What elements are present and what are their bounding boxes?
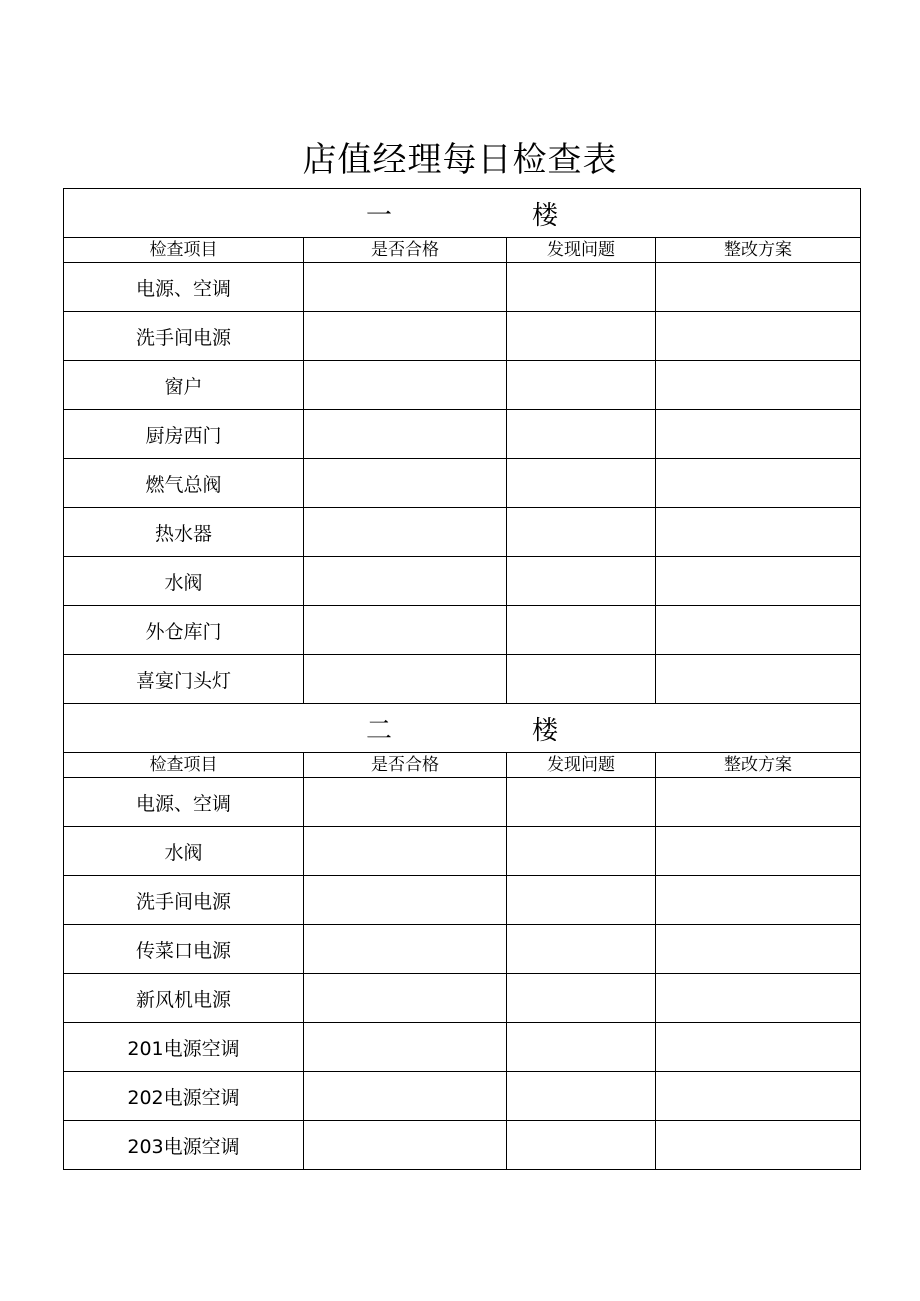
column-header-remedy: 整改方案 — [656, 753, 861, 778]
pass-cell[interactable] — [304, 974, 507, 1023]
table-row — [64, 655, 861, 704]
floor-char-2: 楼 — [532, 200, 559, 231]
check-item-label: 喜宴门头灯 — [64, 655, 304, 704]
issues-cell[interactable] — [507, 508, 656, 557]
table-row — [64, 410, 861, 459]
issues-cell[interactable] — [507, 606, 656, 655]
column-header-issues: 发现问题 — [507, 238, 656, 263]
column-header-item: 检查项目 — [64, 753, 304, 778]
table-row — [64, 1072, 861, 1121]
check-item-label: 外仓库门 — [64, 606, 304, 655]
check-item-label: 203电源空调 — [64, 1121, 304, 1170]
check-item-label: 水阀 — [64, 557, 304, 606]
remedy-cell[interactable] — [656, 1023, 861, 1072]
issues-cell[interactable] — [507, 1023, 656, 1072]
column-header-item: 检查项目 — [64, 238, 304, 263]
remedy-cell[interactable] — [656, 410, 861, 459]
table-row — [64, 1121, 861, 1170]
table-row — [64, 508, 861, 557]
table-row — [64, 263, 861, 312]
remedy-cell[interactable] — [656, 263, 861, 312]
table-row — [64, 361, 861, 410]
remedy-cell[interactable] — [656, 606, 861, 655]
table-row — [64, 459, 861, 508]
issues-cell[interactable] — [507, 312, 656, 361]
pass-cell[interactable] — [304, 1023, 507, 1072]
check-item-label: 洗手间电源 — [64, 312, 304, 361]
check-item-label: 电源、空调 — [64, 778, 304, 827]
issues-cell[interactable] — [507, 1121, 656, 1170]
table-row — [64, 606, 861, 655]
table-row — [64, 876, 861, 925]
pass-cell[interactable] — [304, 1072, 507, 1121]
remedy-cell[interactable] — [656, 312, 861, 361]
pass-cell[interactable] — [304, 263, 507, 312]
column-header-issues: 发现问题 — [507, 753, 656, 778]
remedy-cell[interactable] — [656, 508, 861, 557]
floor-char-1: 一 — [366, 200, 393, 231]
column-header-pass: 是否合格 — [304, 753, 507, 778]
pass-cell[interactable] — [304, 557, 507, 606]
check-item-label: 201电源空调 — [64, 1023, 304, 1072]
issues-cell[interactable] — [507, 778, 656, 827]
issues-cell[interactable] — [507, 459, 656, 508]
remedy-cell[interactable] — [656, 459, 861, 508]
check-item-label: 燃气总阀 — [64, 459, 304, 508]
column-header-remedy: 整改方案 — [656, 238, 861, 263]
floor-header-row — [64, 704, 861, 753]
remedy-cell[interactable] — [656, 655, 861, 704]
floor-char-2: 楼 — [532, 715, 559, 746]
check-item-label: 洗手间电源 — [64, 876, 304, 925]
pass-cell[interactable] — [304, 606, 507, 655]
check-item-label: 厨房西门 — [64, 410, 304, 459]
issues-cell[interactable] — [507, 1072, 656, 1121]
check-item-label: 202电源空调 — [64, 1072, 304, 1121]
pass-cell[interactable] — [304, 827, 507, 876]
table-row — [64, 925, 861, 974]
remedy-cell[interactable] — [656, 827, 861, 876]
pass-cell[interactable] — [304, 778, 507, 827]
pass-cell[interactable] — [304, 361, 507, 410]
pass-cell[interactable] — [304, 925, 507, 974]
issues-cell[interactable] — [507, 263, 656, 312]
check-item-label: 热水器 — [64, 508, 304, 557]
remedy-cell[interactable] — [656, 557, 861, 606]
table-row — [64, 557, 861, 606]
issues-cell[interactable] — [507, 557, 656, 606]
check-item-label: 新风机电源 — [64, 974, 304, 1023]
table-row — [64, 1023, 861, 1072]
check-item-label: 水阀 — [64, 827, 304, 876]
table-row — [64, 778, 861, 827]
check-item-label: 传菜口电源 — [64, 925, 304, 974]
issues-cell[interactable] — [507, 410, 656, 459]
pass-cell[interactable] — [304, 655, 507, 704]
issues-cell[interactable] — [507, 827, 656, 876]
check-item-label: 电源、空调 — [64, 263, 304, 312]
issues-cell[interactable] — [507, 925, 656, 974]
remedy-cell[interactable] — [656, 1072, 861, 1121]
inspection-table — [63, 188, 861, 1170]
pass-cell[interactable] — [304, 1121, 507, 1170]
remedy-cell[interactable] — [656, 361, 861, 410]
remedy-cell[interactable] — [656, 925, 861, 974]
pass-cell[interactable] — [304, 312, 507, 361]
column-header-row — [64, 753, 861, 778]
pass-cell[interactable] — [304, 459, 507, 508]
check-item-label: 窗户 — [64, 361, 304, 410]
column-header-pass: 是否合格 — [304, 238, 507, 263]
floor-header-row — [64, 189, 861, 238]
remedy-cell[interactable] — [656, 876, 861, 925]
remedy-cell[interactable] — [656, 1121, 861, 1170]
table-row — [64, 974, 861, 1023]
pass-cell[interactable] — [304, 508, 507, 557]
column-header-row — [64, 238, 861, 263]
floor-header — [64, 189, 861, 238]
remedy-cell[interactable] — [656, 778, 861, 827]
floor-header — [64, 704, 861, 753]
floor-char-1: 二 — [366, 715, 393, 746]
document-title: 店值经理每日检查表 — [302, 140, 618, 180]
pass-cell[interactable] — [304, 410, 507, 459]
issues-cell[interactable] — [507, 361, 656, 410]
issues-cell[interactable] — [507, 876, 656, 925]
table-row — [64, 312, 861, 361]
issues-cell[interactable] — [507, 655, 656, 704]
issues-cell[interactable] — [507, 974, 656, 1023]
table-row — [64, 827, 861, 876]
pass-cell[interactable] — [304, 876, 507, 925]
remedy-cell[interactable] — [656, 974, 861, 1023]
